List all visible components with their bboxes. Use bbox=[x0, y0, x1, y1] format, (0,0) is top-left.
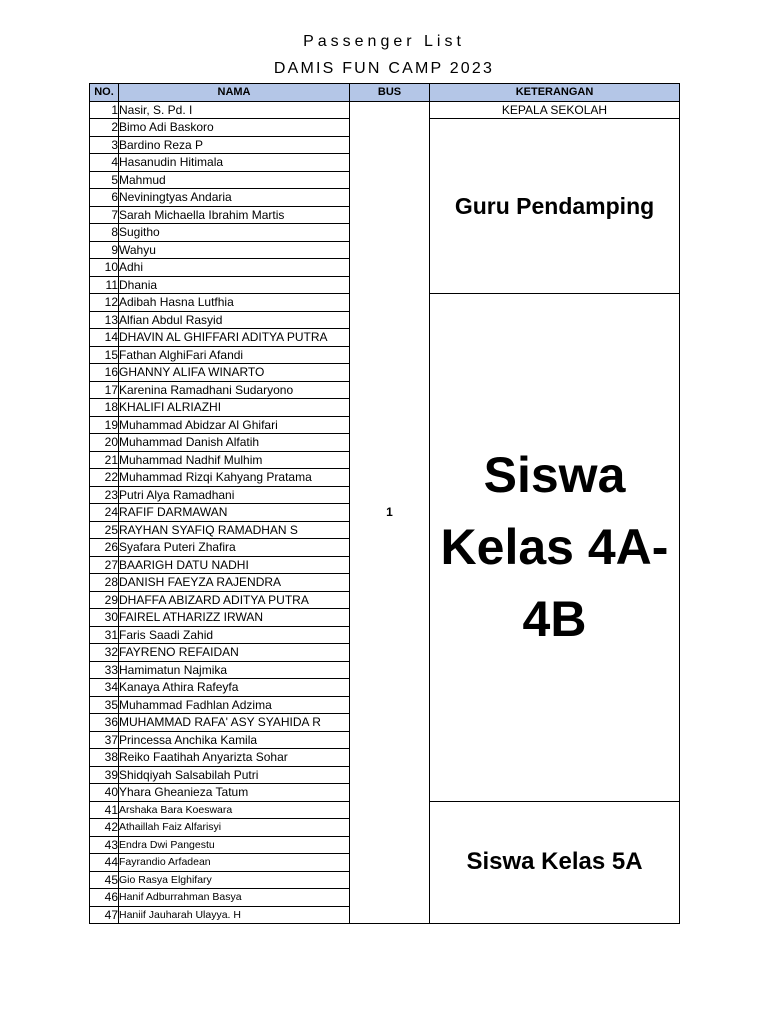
passenger-name: BAARIGH DATU NADHI bbox=[119, 556, 350, 574]
row-number: 40 bbox=[90, 784, 119, 802]
passenger-name: Adibah Hasna Lutfhia bbox=[119, 294, 350, 312]
table-body bbox=[90, 101, 680, 924]
row-number: 21 bbox=[90, 451, 119, 469]
row-number: 33 bbox=[90, 661, 119, 679]
row-number: 17 bbox=[90, 381, 119, 399]
row-number: 3 bbox=[90, 136, 119, 154]
passenger-name: DANISH FAEYZA RAJENDRA bbox=[119, 574, 350, 592]
passenger-name: Athaillah Faiz Alfarisyi bbox=[119, 819, 350, 837]
row-number: 47 bbox=[90, 906, 119, 924]
passenger-name: Endra Dwi Pangestu bbox=[119, 836, 350, 854]
passenger-name: FAYRENO REFAIDAN bbox=[119, 644, 350, 662]
row-number: 29 bbox=[90, 591, 119, 609]
passenger-name: Alfian Abdul Rasyid bbox=[119, 311, 350, 329]
row-number: 8 bbox=[90, 224, 119, 242]
passenger-name: Fathan AlghiFari Afandi bbox=[119, 346, 350, 364]
passenger-name: Yhara Gheanieza Tatum bbox=[119, 784, 350, 802]
keterangan-siswa-kelas-4-line: 4B bbox=[522, 591, 587, 648]
row-number: 23 bbox=[90, 486, 119, 504]
column-header-nama: NAMA bbox=[119, 84, 350, 102]
passenger-name: Bimo Adi Baskoro bbox=[119, 119, 350, 137]
keterangan-siswa-kelas-5: Siswa Kelas 5A bbox=[430, 801, 680, 924]
bus-number: 1 bbox=[350, 101, 430, 924]
page-title: Passenger List bbox=[303, 33, 465, 50]
passenger-name: Princessa Anchika Kamila bbox=[119, 731, 350, 749]
passenger-name: KHALIFI ALRIAZHI bbox=[119, 399, 350, 417]
passenger-name: Muhammad Fadhlan Adzima bbox=[119, 696, 350, 714]
passenger-name: Wahyu bbox=[119, 241, 350, 259]
row-number: 30 bbox=[90, 609, 119, 627]
row-number: 35 bbox=[90, 696, 119, 714]
keterangan-siswa-kelas-4 bbox=[430, 294, 680, 802]
row-number: 5 bbox=[90, 171, 119, 189]
passenger-name: MUHAMMAD RAFA' ASY SYAHIDA R bbox=[119, 714, 350, 732]
column-header-bus: BUS bbox=[350, 84, 430, 102]
passenger-name: Hanif Adburrahman Basya bbox=[119, 889, 350, 907]
row-number: 43 bbox=[90, 836, 119, 854]
passenger-name: Kanaya Athira Rafeyfa bbox=[119, 679, 350, 697]
column-header-keterangan: KETERANGAN bbox=[430, 84, 680, 102]
passenger-name: Arshaka Bara Koeswara bbox=[119, 801, 350, 819]
row-number: 11 bbox=[90, 276, 119, 294]
row-number: 10 bbox=[90, 259, 119, 277]
passenger-name: Syafara Puteri Zhafira bbox=[119, 539, 350, 557]
page-subtitle: DAMIS FUN CAMP 2023 bbox=[273, 60, 495, 77]
passenger-name: Fayrandio Arfadean bbox=[119, 854, 350, 872]
row-number: 20 bbox=[90, 434, 119, 452]
row-number: 38 bbox=[90, 749, 119, 767]
passenger-name: Neviningtyas Andaria bbox=[119, 189, 350, 207]
row-number: 36 bbox=[90, 714, 119, 732]
row-number: 14 bbox=[90, 329, 119, 347]
passenger-name: RAYHAN SYAFIQ RAMADHAN S bbox=[119, 521, 350, 539]
row-number: 26 bbox=[90, 539, 119, 557]
keterangan-kepala-sekolah: KEPALA SEKOLAH bbox=[430, 101, 680, 119]
row-number: 1 bbox=[90, 101, 119, 119]
passenger-name: Muhammad Nadhif Mulhim bbox=[119, 451, 350, 469]
table-row bbox=[90, 101, 680, 119]
passenger-name: Mahmud bbox=[119, 171, 350, 189]
row-number: 39 bbox=[90, 766, 119, 784]
passenger-name: Adhi bbox=[119, 259, 350, 277]
keterangan-siswa-kelas-4-line: Siswa bbox=[483, 447, 626, 504]
row-number: 31 bbox=[90, 626, 119, 644]
table-header-row bbox=[90, 84, 680, 102]
column-header-no: NO. bbox=[90, 84, 119, 102]
passenger-name: Gio Rasya Elghifary bbox=[119, 871, 350, 889]
row-number: 37 bbox=[90, 731, 119, 749]
passenger-name: Putri Alya Ramadhani bbox=[119, 486, 350, 504]
keterangan-siswa-kelas-4-line: Kelas 4A- bbox=[440, 519, 669, 576]
passenger-name: Dhania bbox=[119, 276, 350, 294]
passenger-name: Shidqiyah Salsabilah Putri bbox=[119, 766, 350, 784]
row-number: 22 bbox=[90, 469, 119, 487]
row-number: 12 bbox=[90, 294, 119, 312]
row-number: 6 bbox=[90, 189, 119, 207]
row-number: 42 bbox=[90, 819, 119, 837]
row-number: 45 bbox=[90, 871, 119, 889]
row-number: 24 bbox=[90, 504, 119, 522]
passenger-name: Karenina Ramadhani Sudaryono bbox=[119, 381, 350, 399]
passenger-name: Nasir, S. Pd. I bbox=[119, 101, 350, 119]
row-number: 15 bbox=[90, 346, 119, 364]
passenger-name: FAIREL ATHARIZZ IRWAN bbox=[119, 609, 350, 627]
passenger-name: DHAVIN AL GHIFFARI ADITYA PUTRA bbox=[119, 329, 350, 347]
passenger-name: Muhammad Danish Alfatih bbox=[119, 434, 350, 452]
passenger-name: Sugitho bbox=[119, 224, 350, 242]
passenger-name: DHAFFA ABIZARD ADITYA PUTRA bbox=[119, 591, 350, 609]
passenger-name: Reiko Faatihah Anyarizta Sohar bbox=[119, 749, 350, 767]
row-number: 41 bbox=[90, 801, 119, 819]
row-number: 16 bbox=[90, 364, 119, 382]
passenger-name: GHANNY ALIFA WINARTO bbox=[119, 364, 350, 382]
passenger-name: Hasanudin Hitimala bbox=[119, 154, 350, 172]
passenger-name: Haniif Jauharah Ulayya. H bbox=[119, 906, 350, 924]
row-number: 9 bbox=[90, 241, 119, 259]
row-number: 18 bbox=[90, 399, 119, 417]
row-number: 28 bbox=[90, 574, 119, 592]
row-number: 13 bbox=[90, 311, 119, 329]
row-number: 27 bbox=[90, 556, 119, 574]
passenger-name: Bardino Reza P bbox=[119, 136, 350, 154]
passenger-name: Muhammad Abidzar Al Ghifari bbox=[119, 416, 350, 434]
passenger-name: Muhammad Rizqi Kahyang Pratama bbox=[119, 469, 350, 487]
passenger-table bbox=[89, 83, 680, 924]
row-number: 44 bbox=[90, 854, 119, 872]
keterangan-guru-pendamping: Guru Pendamping bbox=[430, 119, 680, 294]
row-number: 7 bbox=[90, 206, 119, 224]
passenger-name: Faris Saadi Zahid bbox=[119, 626, 350, 644]
row-number: 4 bbox=[90, 154, 119, 172]
row-number: 2 bbox=[90, 119, 119, 137]
passenger-name: RAFIF DARMAWAN bbox=[119, 504, 350, 522]
row-number: 19 bbox=[90, 416, 119, 434]
row-number: 46 bbox=[90, 889, 119, 907]
passenger-name: Hamimatun Najmika bbox=[119, 661, 350, 679]
row-number: 32 bbox=[90, 644, 119, 662]
row-number: 34 bbox=[90, 679, 119, 697]
passenger-name: Sarah Michaella Ibrahim Martis bbox=[119, 206, 350, 224]
row-number: 25 bbox=[90, 521, 119, 539]
